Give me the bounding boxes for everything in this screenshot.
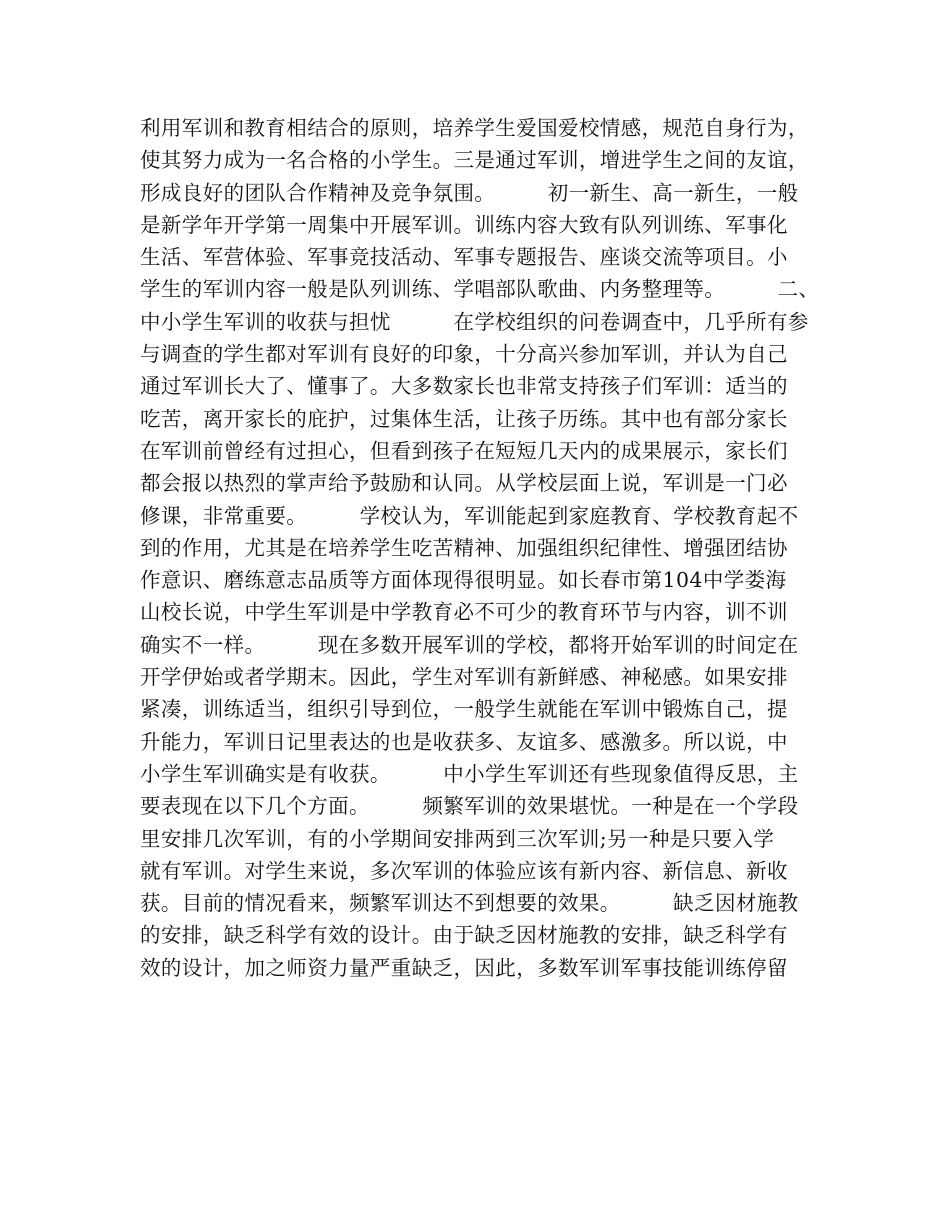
text-line: 利用军训和教育相结合的原则，培养学生爱国爱校情感，规范自身行为，	[140, 116, 809, 140]
text-line: 与调查的学生都对军训有良好的印象，十分高兴参加军训，并认为自己	[140, 342, 788, 367]
text-line: 获。目前的情况看来，频繁军训达不到想要的效果。 缺乏因材施教	[140, 891, 799, 916]
text-line: 吃苦，离开家长的庇护，过集体生活，让孩子历练。其中也有部分家长	[140, 406, 788, 431]
text-line: 到的作用，尤其是在培养学生吃苦精神、加强组织纪律性、增强团结协	[140, 535, 788, 560]
text-line: 要表现在以下几个方面。 频繁军训的效果堪忧。一种是在一个学段	[140, 794, 799, 819]
text-line: 山校长说，中学生军训是中学教育必不可少的教育环节与内容，训不训	[140, 600, 788, 625]
text-line: 紧凑，训练适当，组织引导到位，一般学生就能在军训中锻炼自己，提	[140, 697, 788, 722]
text-line: 都会报以热烈的掌声给予鼓励和认同。从学校层面上说，军训是一门必	[140, 471, 788, 496]
text-line: 确实不一样。 现在多数开展军训的学校，都将开始军训的时间定在	[140, 632, 799, 657]
text-line: 升能力，军训日记里表达的也是收获多、友谊多、感激多。所以说，中	[140, 729, 788, 754]
text-line: 生活、军营体验、军事竞技活动、军事专题报告、座谈交流等项目。小	[140, 245, 788, 270]
text-line: 就有军训。对学生来说，多次军训的体验应该有新内容、新信息、新收	[140, 858, 788, 883]
text-line: 里安排几次军训，有的小学期间安排两到三次军训;另一种是只要入学	[140, 826, 775, 851]
text-line: 中小学生军训的收获与担忧 在学校组织的问卷调查中，几乎所有参	[140, 309, 809, 334]
text-line: 开学伊始或者学期末。因此，学生对军训有新鲜感、神秘感。如果安排	[140, 665, 788, 690]
body-text	[140, 112, 840, 984]
text-line: 作意识、磨练意志品质等方面体现得很明显。如长春市第104中学娄海	[140, 568, 787, 593]
text-line: 修课，非常重要。 学校认为，军训能起到家庭教育、学校教育起不	[140, 503, 799, 528]
text-line: 在军训前曾经有过担心，但看到孩子在短短几天内的成果展示，家长们	[140, 438, 788, 463]
text-line: 形成良好的团队合作精神及竞争氛围。 初一新生、高一新生，一般	[140, 180, 799, 205]
text-line: 是新学年开学第一周集中开展军训。训练内容大致有队列训练、军事化	[140, 212, 788, 237]
text-line: 效的设计，加之师资力量严重缺乏，因此，多数军训军事技能训练停留	[140, 955, 788, 980]
text-line: 使其努力成为一名合格的小学生。三是通过军训，增进学生之间的友谊，	[140, 148, 809, 173]
text-line: 的安排，缺乏科学有效的设计。由于缺乏因材施教的安排，缺乏科学有	[140, 923, 788, 948]
text-line: 通过军训长大了、懂事了。大多数家长也非常支持孩子们军训：适当的	[140, 374, 788, 399]
text-line: 学生的军训内容一般是队列训练、学唱部队歌曲、内务整理等。 二、	[140, 277, 820, 302]
text-line: 小学生军训确实是有收获。 中小学生军训还有些现象值得反思，主	[140, 761, 799, 786]
